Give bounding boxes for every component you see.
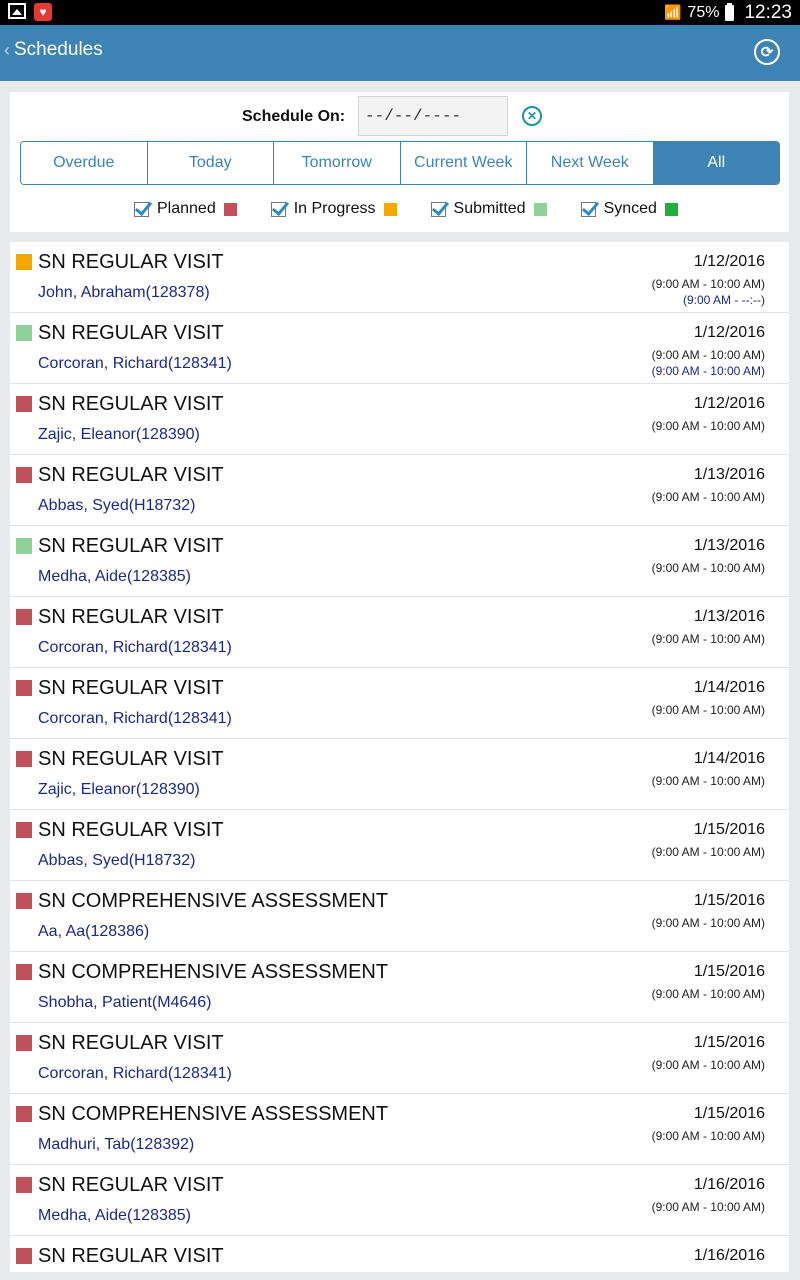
page-title: Schedules <box>14 39 103 60</box>
scheduled-time: (9:00 AM - 10:00 AM) <box>651 703 765 717</box>
chevron-left-icon: ‹ <box>4 39 10 60</box>
visit-date: 1/12/2016 <box>693 395 765 412</box>
schedule-row[interactable] <box>10 1094 789 1165</box>
status-marker <box>16 893 32 909</box>
visit-title: SN REGULAR VISIT <box>38 464 224 486</box>
scheduled-time: (9:00 AM - 10:00 AM) <box>651 987 765 1001</box>
schedule-row[interactable] <box>10 384 789 455</box>
status-bar <box>0 0 800 25</box>
visit-date: 1/16/2016 <box>693 1247 765 1264</box>
in-progress-checkbox[interactable] <box>271 202 286 217</box>
in-progress-label: In Progress <box>293 200 376 217</box>
visit-date: 1/12/2016 <box>693 253 765 270</box>
schedule-row[interactable] <box>10 810 789 881</box>
schedule-row[interactable] <box>10 668 789 739</box>
schedule-row[interactable] <box>10 597 789 668</box>
status-marker <box>16 964 32 980</box>
clock: 12:23 <box>744 1 792 23</box>
clear-date-icon[interactable]: ✕ <box>522 106 542 126</box>
scheduled-time: (9:00 AM - 10:00 AM) <box>651 1058 765 1072</box>
status-marker <box>16 1248 32 1264</box>
patient-name: Corcoran, Richard(128341) <box>38 710 232 727</box>
status-marker <box>16 751 32 767</box>
tab-current-week[interactable]: Current Week <box>401 142 528 184</box>
visit-date: 1/14/2016 <box>693 750 765 767</box>
schedule-row[interactable] <box>10 313 789 384</box>
scheduled-time: (9:00 AM - 10:00 AM) <box>651 1129 765 1143</box>
status-marker <box>16 467 32 483</box>
filter-panel <box>10 92 789 232</box>
visit-date: 1/15/2016 <box>693 1034 765 1051</box>
schedule-row[interactable] <box>10 242 789 313</box>
submitted-checkbox[interactable] <box>431 202 446 217</box>
tab-today[interactable]: Today <box>148 142 275 184</box>
status-marker <box>16 680 32 696</box>
visit-title: SN COMPREHENSIVE ASSESSMENT <box>38 961 389 983</box>
filter-submitted[interactable] <box>431 200 547 218</box>
visit-title: SN COMPREHENSIVE ASSESSMENT <box>38 1103 389 1125</box>
synced-label: Synced <box>603 200 657 217</box>
scheduled-time: (9:00 AM - 10:00 AM) <box>651 348 765 362</box>
schedule-on-label: Schedule On: <box>242 108 346 125</box>
visit-title: SN REGULAR VISIT <box>38 677 224 699</box>
planned-swatch <box>224 203 237 216</box>
scheduled-time: (9:00 AM - 10:00 AM) <box>651 632 765 646</box>
status-marker <box>16 1177 32 1193</box>
status-marker <box>16 1106 32 1122</box>
planned-label: Planned <box>157 200 216 217</box>
patient-name: Corcoran, Richard(128341) <box>38 1065 232 1082</box>
submitted-label: Submitted <box>453 200 526 217</box>
visit-title: SN REGULAR VISIT <box>38 251 224 273</box>
visit-title: SN REGULAR VISIT <box>38 606 224 628</box>
schedule-row[interactable] <box>10 1023 789 1094</box>
schedule-row[interactable] <box>10 1165 789 1236</box>
visit-title: SN COMPREHENSIVE ASSESSMENT <box>38 890 389 912</box>
filter-synced[interactable] <box>581 200 678 218</box>
filter-planned[interactable] <box>134 200 237 218</box>
tab-all[interactable]: All <box>654 142 780 184</box>
gallery-icon <box>8 3 26 19</box>
scheduled-time: (9:00 AM - 10:00 AM) <box>651 845 765 859</box>
patient-name: Aa, Aa(128386) <box>38 923 150 940</box>
submitted-swatch <box>534 203 547 216</box>
scheduled-time: (9:00 AM - 10:00 AM) <box>651 277 765 291</box>
scheduled-time: (9:00 AM - 10:00 AM) <box>651 490 765 504</box>
in-progress-swatch <box>384 203 397 216</box>
visit-date: 1/15/2016 <box>693 821 765 838</box>
visit-title: SN REGULAR VISIT <box>38 535 224 557</box>
status-marker <box>16 396 32 412</box>
scheduled-time: (9:00 AM - 10:00 AM) <box>651 419 765 433</box>
tab-overdue[interactable]: Overdue <box>21 142 148 184</box>
scheduled-time: (9:00 AM - 10:00 AM) <box>651 916 765 930</box>
date-range-tabs <box>20 141 780 185</box>
visit-date: 1/12/2016 <box>693 324 765 341</box>
visit-title: SN REGULAR VISIT <box>38 819 224 841</box>
schedule-list <box>10 242 789 1272</box>
filter-in-progress[interactable] <box>271 200 397 218</box>
visit-title: SN REGULAR VISIT <box>38 1245 224 1267</box>
status-marker <box>16 254 32 270</box>
patient-name: John, Abraham(128378) <box>38 284 210 301</box>
patient-name: Shobha, Patient(M4646) <box>38 994 212 1011</box>
tab-next-week[interactable]: Next Week <box>527 142 654 184</box>
wifi-icon: 📶 <box>663 4 682 20</box>
visit-date: 1/16/2016 <box>693 1176 765 1193</box>
scheduled-time: (9:00 AM - 10:00 AM) <box>651 774 765 788</box>
scheduled-time: (9:00 AM - 10:00 AM) <box>651 1200 765 1214</box>
visit-date: 1/15/2016 <box>693 1105 765 1122</box>
patient-name: Madhuri, Tab(128392) <box>38 1136 195 1153</box>
visit-date: 1/15/2016 <box>693 892 765 909</box>
schedule-date-input[interactable]: --/--/---- <box>358 96 508 136</box>
actual-time: (9:00 AM - --:--) <box>682 293 765 307</box>
battery-icon <box>725 5 734 21</box>
visit-date: 1/13/2016 <box>693 608 765 625</box>
schedule-row[interactable] <box>10 952 789 1023</box>
patient-name: Corcoran, Richard(128341) <box>38 639 232 656</box>
visit-date: 1/13/2016 <box>693 537 765 554</box>
visit-title: SN REGULAR VISIT <box>38 322 224 344</box>
battery-percent: 75% <box>687 3 720 21</box>
status-marker <box>16 822 32 838</box>
schedule-row[interactable] <box>10 526 789 597</box>
actual-time: (9:00 AM - 10:00 AM) <box>651 364 765 378</box>
scheduled-time: (9:00 AM - 10:00 AM) <box>651 561 765 575</box>
app-bar <box>0 25 800 81</box>
patient-name: Abbas, Syed(H18732) <box>38 497 196 514</box>
status-marker <box>16 325 32 341</box>
synced-checkbox[interactable] <box>581 202 596 217</box>
visit-title: SN REGULAR VISIT <box>38 748 224 770</box>
patient-name: Zajic, Eleanor(128390) <box>38 781 200 798</box>
visit-date: 1/14/2016 <box>693 679 765 696</box>
status-marker <box>16 1035 32 1051</box>
status-marker <box>16 609 32 625</box>
visit-date: 1/13/2016 <box>693 466 765 483</box>
schedule-row[interactable] <box>10 455 789 526</box>
back-button[interactable] <box>4 39 103 61</box>
patient-name: Medha, Aide(128385) <box>38 568 191 585</box>
tab-tomorrow[interactable]: Tomorrow <box>274 142 401 184</box>
patient-name: Abbas, Syed(H18732) <box>38 852 196 869</box>
planned-checkbox[interactable] <box>134 202 149 217</box>
status-marker <box>16 538 32 554</box>
patient-name: Zajic, Eleanor(128390) <box>38 426 200 443</box>
patient-name: Medha, Aide(128385) <box>38 1207 191 1224</box>
patient-name: Corcoran, Richard(128341) <box>38 355 232 372</box>
visit-title: SN REGULAR VISIT <box>38 393 224 415</box>
visit-title: SN REGULAR VISIT <box>38 1032 224 1054</box>
schedule-row[interactable] <box>10 739 789 810</box>
schedule-row[interactable] <box>10 881 789 952</box>
visit-date: 1/15/2016 <box>693 963 765 980</box>
sync-icon[interactable]: ⟳ <box>754 39 780 65</box>
visit-title: SN REGULAR VISIT <box>38 1174 224 1196</box>
schedule-row[interactable] <box>10 1236 789 1272</box>
status-legend <box>134 200 678 218</box>
synced-swatch <box>665 203 678 216</box>
shield-icon: ♥ <box>34 3 52 21</box>
